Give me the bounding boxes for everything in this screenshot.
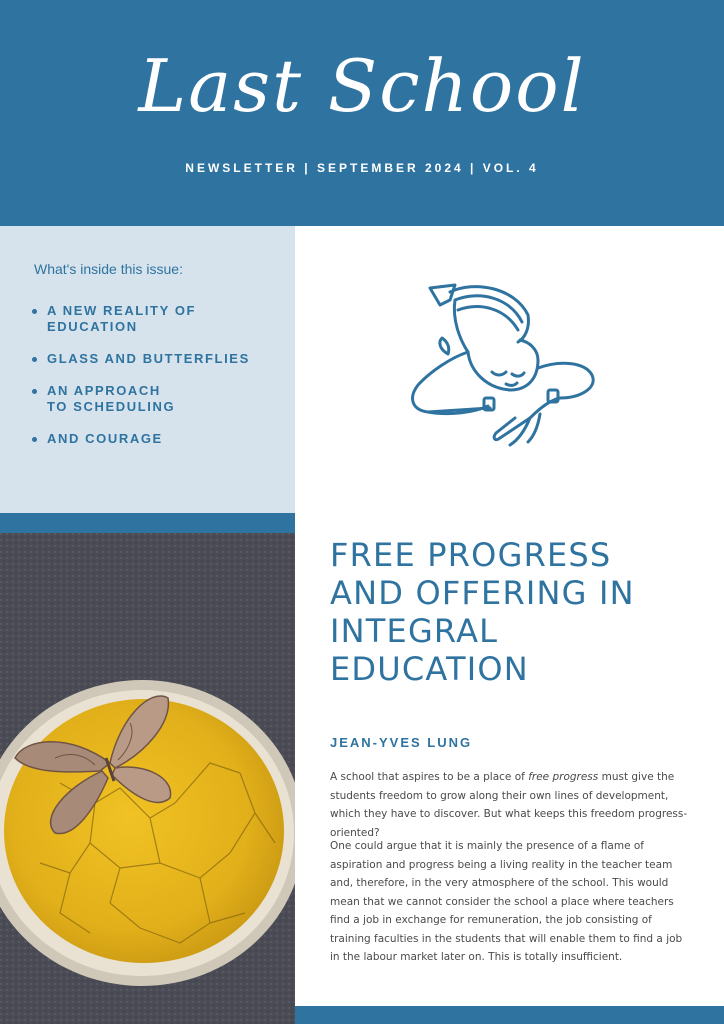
toc-item[interactable] — [30, 431, 280, 447]
table-of-contents — [0, 226, 295, 513]
toc-item[interactable] — [30, 303, 280, 335]
para1-text-a: A school that aspires to be a place of — [330, 771, 529, 783]
bullet-icon — [32, 437, 37, 442]
newsletter-header — [0, 0, 724, 226]
toc-item-line: GLASS AND BUTTERFLIES — [47, 351, 250, 366]
bullet-icon — [32, 389, 37, 394]
article-paragraph-2: One could argue that it is mainly the presence of a flame of aspiration and progress being a living reality in the teacher team and, therefore, in the very atmosphere of the school. This would mean that we cannot consider the school a place where teachers find a job in exchange for remuneration, the job consisting of training faculties in the students that will enable them to find a job in the labour market later on. This is totally insufficient. — [330, 840, 683, 963]
article-title-line: INTEGRAL — [330, 612, 499, 650]
bullet-icon — [32, 309, 37, 314]
article-title — [330, 536, 710, 688]
para1-text-b: must give the students freedom to grow along their own lines of development, which they have to discover. But what keeps this freedom progress-oriented? — [330, 771, 688, 839]
toc-heading: What's inside this issue: — [34, 261, 183, 277]
para1-emphasis: free progress — [528, 771, 599, 783]
toc-item[interactable] — [30, 383, 280, 415]
newsletter-subtitle: NEWSLETTER | SEPTEMBER 2024 | VOL. 4 — [185, 161, 539, 175]
toc-list — [30, 303, 280, 463]
turmeric-bowl-photo — [0, 533, 295, 1024]
divider-strip — [0, 513, 295, 533]
footer-bar — [295, 1006, 724, 1024]
article-title-line: EDUCATION — [330, 650, 529, 688]
toc-item-line: AND COURAGE — [47, 431, 163, 446]
toc-item-line: A NEW REALITY OF — [47, 303, 197, 318]
newsletter-title: Last School — [138, 44, 586, 128]
toc-item-line: EDUCATION — [47, 319, 138, 334]
toc-item-line: AN APPROACH — [47, 383, 161, 398]
article-paragraph-1 — [330, 768, 690, 842]
article-title-line: FREE PROGRESS — [330, 536, 612, 574]
sleeping-child-illustration-icon — [400, 280, 610, 450]
article-title-line: AND OFFERING IN — [330, 574, 635, 612]
toc-item-line: TO SCHEDULING — [47, 399, 176, 414]
photo-image — [0, 533, 295, 1024]
toc-item[interactable] — [30, 351, 280, 367]
article-author: JEAN-YVES LUNG — [330, 735, 473, 750]
bullet-icon — [32, 357, 37, 362]
